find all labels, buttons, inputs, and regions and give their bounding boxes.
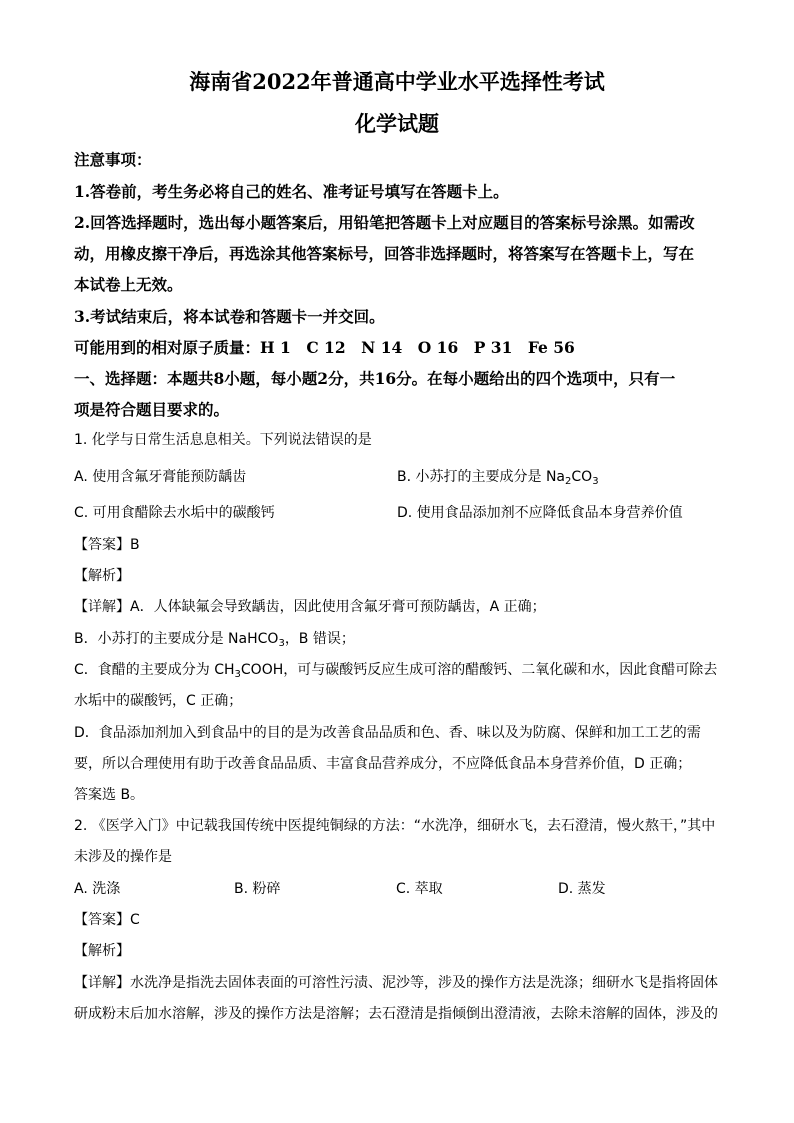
q1-answer: 【答案】B: [74, 537, 140, 553]
q1-option-c: C. 可用食醋除去水垢中的碳酸钙: [74, 505, 275, 521]
q2-option-b: B. 粉碎: [234, 881, 281, 897]
section-heading-line-2: 项是符合题目要求的。: [74, 400, 230, 419]
q1-option-b-prefix: B. 小苏打的主要成分是 Na: [397, 469, 566, 485]
q2-stem-line-2: 未涉及的操作是: [74, 849, 172, 865]
q1-detail-1: 【详解】A．人体缺氟会导致龋齿，因此使用含氟牙膏可预防龋齿，A 正确；: [74, 599, 546, 615]
q1-detail-3-prefix: C．食醋的主要成分为 CH: [74, 662, 235, 678]
q1-option-b-mid: CO: [571, 469, 593, 485]
q2-detail-2: 研成粉末后加水溶解，涉及的操作方法是溶解；去石澄清是指倾倒出澄清液，去除未溶解的固体，涉及的: [74, 1006, 718, 1022]
q2-detail-1: 【详解】水洗净是指洗去固体表面的可溶性污渍、泥沙等，涉及的操作方法是洗涤；细研水飞是指将固体: [74, 975, 718, 991]
q2-option-c: C. 萃取: [396, 881, 443, 897]
q1-option-b-sub-2: 3: [592, 476, 599, 487]
note-3: 3.考试结束后，将本试卷和答题卡一并交回。: [74, 307, 385, 326]
q1-detail-3: [74, 662, 718, 680]
q2-option-d: D. 蒸发: [558, 881, 606, 897]
note-2-line-1: 2.回答选择题时，选出每小题答案后，用铅笔把答题卡上对应题目的答案标号涂黑。如需改: [74, 213, 695, 232]
q2-option-a: A. 洗涤: [74, 881, 121, 897]
q1-detail-2-sub: 3: [278, 638, 285, 649]
q1-detail-7: 答案选 B。: [74, 787, 145, 803]
page-subtitle: 化学试题: [355, 111, 439, 136]
notes-heading: 注意事项：: [74, 150, 152, 169]
q2-stem-line-1: 2. 《医学入门》中记载我国传统中医提纯铜绿的方法：“水洗净，细研水飞，去石澄清，慢火熬干，”其中: [74, 818, 716, 834]
q1-option-b: [397, 469, 599, 487]
atomic-masses: 可能用到的相对原子质量：H 1 C 12 N 14 O 16 P 31 Fe 56: [74, 338, 575, 357]
q2-answer: 【答案】C: [74, 912, 140, 928]
q1-detail-5: D．食品添加剂加入到食品中的目的是为改善食品品质和色、香、味以及为防腐、保鲜和加工工艺的需: [74, 725, 701, 741]
note-2-line-3: 本试卷上无效。: [74, 275, 183, 294]
q1-option-b-sub-1: 2: [565, 476, 572, 487]
q1-detail-2-suffix: ，B 错误；: [284, 631, 355, 647]
q1-detail-3-sub: 3: [234, 669, 241, 680]
q1-detail-6: 要，所以合理使用有助于改善食品品质、丰富食品营养成分，不应降低食品本身营养价值，D 正确；: [74, 756, 692, 772]
page-title: 海南省2022年普通高中学业水平选择性考试: [189, 69, 605, 94]
q1-detail-3-suffix: COOH，可与碳酸钙反应生成可溶的醋酸钙、二氧化碳和水，因此食醋可除去: [240, 662, 718, 678]
q1-detail-2: [74, 631, 355, 649]
q1-analysis-label: 【解析】: [74, 568, 130, 584]
q1-option-a: A. 使用含氟牙膏能预防龋齿: [74, 469, 247, 485]
q1-detail-2-prefix: B．小苏打的主要成分是 NaHCO: [74, 631, 279, 647]
note-1: 1.答卷前，考生务必将自己的姓名、准考证号填写在答题卡上。: [74, 182, 509, 201]
q2-analysis-label: 【解析】: [74, 943, 130, 959]
q1-detail-4: 水垢中的碳酸钙，C 正确；: [74, 693, 243, 709]
q1-stem: 1. 化学与日常生活息息相关。下列说法错误的是: [74, 432, 372, 448]
note-2-line-2: 动，用橡皮擦干净后，再选涂其他答案标号，回答非选择题时，将答案写在答题卡上，写在: [74, 244, 695, 263]
section-heading-line-1: 一、选择题：本题共8小题，每小题2分，共16分。在每小题给出的四个选项中，只有一: [74, 369, 676, 388]
q1-option-d: D. 使用食品添加剂不应降低食品本身营养价值: [397, 505, 683, 521]
